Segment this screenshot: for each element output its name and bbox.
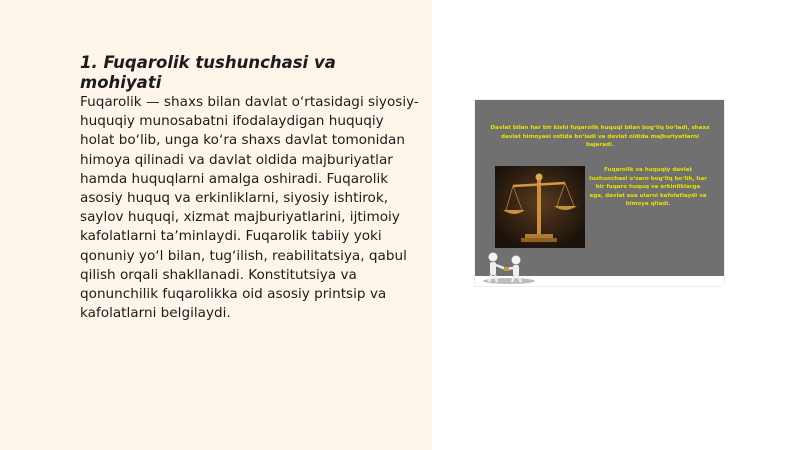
illustration-caption-top: Davlat bilan har bir kishi fuqarolik huquqi bilan bogʻliq boʻladi, shaxs davlat himoyasi ostida boʻladi va davlat oldida majburiyatlarni bajaradi. [490, 125, 710, 149]
figurines-icon [479, 248, 539, 286]
slide-body-text: Fuqarolik — shaxs bilan davlat oʻrtasidagi siyosiy-huquqiy munosabatni ifodalaydigan huquqiy holat boʻlib, unga koʻra shaxs davlat tomonidan himoya qilinadi va davlat oldida majburiyatlar hamda huquqlarni amalga oshiradi. Fuqarolik asosiy huquq va erkinliklarni, siyosiy ishtirok, saylov huquqi, xizmat majburiyatlarini, ijtimoiy kafolatlarni taʼminlaydi. Fuqarolik tabiiy yoki qonuniy yoʻl bilan, tugʻilish, reabilitatsiya, qabul qilish orqali shakllanadi. Konstitutsiya va qonunchilik fuqarolikka oid asosiy printsip va kafolatlarni belgilaydi. [80, 94, 419, 322]
slide-title: 1. Fuqarolik tushunchasi va mohiyati [80, 53, 336, 92]
scales-icon [495, 166, 585, 248]
illustration-caption-right: Fuqarolik va huquqiy davlat tushunchasi oʻzaro bogʻliq boʻlib, har bir fuqaro huquq va erkinliklarga ega, davlat esa ularni kafolatlaydi va himoya qiladi. [589, 167, 707, 208]
scales-of-justice-image [495, 166, 585, 248]
slide-illustration [475, 100, 724, 286]
illustration-panel [475, 100, 724, 276]
